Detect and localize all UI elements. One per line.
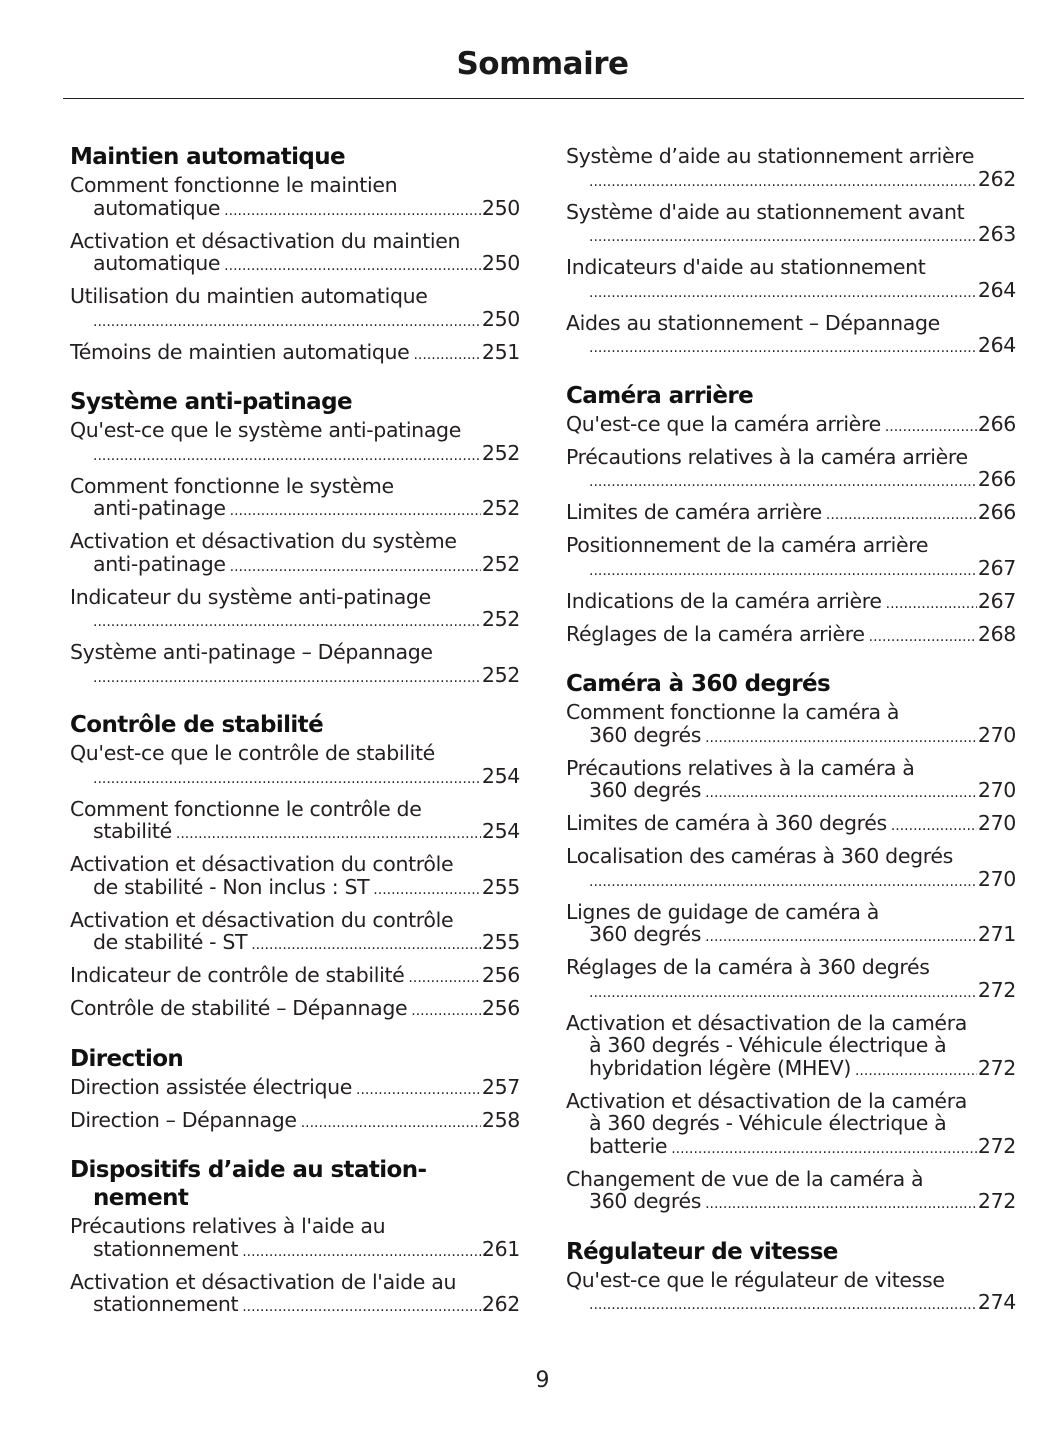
section-heading: Système anti-patinage — [70, 389, 352, 415]
entry-title: Activation et désactivation du contrôle — [70, 852, 454, 876]
section-heading: Régulateur de vitesse — [566, 1238, 838, 1265]
page-reference[interactable]: 270 — [977, 778, 1016, 802]
toc-entry[interactable] — [566, 534, 1016, 582]
toc-entry[interactable] — [70, 285, 520, 333]
page-reference[interactable]: 274 — [977, 1290, 1016, 1314]
page-reference[interactable]: 255 — [481, 930, 520, 954]
dot-leader — [373, 879, 481, 902]
page-reference[interactable]: 252 — [481, 662, 520, 687]
page-reference[interactable]: 257 — [481, 1074, 520, 1099]
toc-entry[interactable] — [566, 701, 1016, 749]
toc-entry[interactable] — [566, 956, 1016, 1004]
entry-title: Activation et désactivation de l'aide au — [70, 1269, 457, 1294]
toc-entry[interactable] — [70, 341, 520, 367]
toc-entry[interactable] — [566, 623, 1016, 649]
dot-leader — [589, 1294, 977, 1317]
toc-entry[interactable] — [566, 590, 1016, 616]
dot-leader — [242, 1241, 481, 1264]
dot-leader — [589, 471, 977, 494]
page-reference[interactable]: 250 — [481, 306, 520, 331]
toc-section — [70, 1156, 520, 1319]
toc-entry[interactable] — [70, 174, 520, 222]
entry-title: Positionnement de la caméra arrière — [566, 533, 929, 557]
page-reference[interactable]: 263 — [977, 222, 1016, 246]
dot-leader — [589, 560, 977, 583]
toc-entry[interactable] — [70, 1109, 520, 1135]
entry-title: Activation et désactivation de la caméra — [566, 1010, 967, 1035]
toc-entry[interactable] — [566, 757, 1016, 805]
dot-leader — [408, 967, 480, 990]
page-reference[interactable]: 266 — [977, 467, 1016, 491]
entry-title: Activation et désactivation de la caméra — [566, 1088, 967, 1113]
dot-leader — [705, 782, 977, 805]
entry-title: Système d’aide au stationnement arrière — [566, 144, 975, 168]
toc-section — [70, 1045, 520, 1135]
toc-entry[interactable] — [566, 901, 1016, 949]
entry-title-continued: 360 degrés — [589, 922, 702, 946]
page-reference[interactable]: 251 — [481, 339, 520, 364]
dot-leader — [301, 1112, 481, 1135]
toc-entry[interactable] — [70, 1076, 520, 1102]
toc-entry[interactable] — [70, 475, 520, 523]
section-heading: Caméra à 360 degrés — [566, 671, 831, 697]
entry-title: Qu'est-ce que le régulateur de vitesse — [566, 1267, 945, 1292]
toc-entry[interactable] — [70, 586, 520, 634]
entry-title-continued: de stabilité - Non inclus : ST — [93, 874, 370, 899]
entry-title: Indicateurs d'aide au stationnement — [566, 255, 926, 279]
entry-title-continued: 360 degrés — [589, 722, 702, 747]
dot-leader — [886, 593, 977, 616]
page-reference[interactable]: 271 — [977, 922, 1016, 946]
toc-entry[interactable] — [566, 446, 1016, 494]
page-reference[interactable]: 250 — [481, 195, 520, 220]
entry-title-continued: automatique — [93, 251, 221, 275]
entry-title: Qu'est-ce que la caméra arrière — [566, 411, 881, 436]
entry-title: Direction assistée électrique — [70, 1074, 353, 1099]
entry-title-continued: anti-patinage — [93, 496, 226, 520]
page-reference[interactable]: 272 — [977, 1133, 1016, 1158]
entry-title: Témoins de maintien automatique — [70, 339, 410, 364]
entry-title-continued: stationnement — [93, 1292, 239, 1316]
page-reference[interactable]: 252 — [481, 607, 520, 631]
page-reference[interactable]: 272 — [977, 1189, 1016, 1213]
dot-leader — [885, 416, 977, 439]
toc-entry[interactable] — [70, 909, 520, 957]
toc-entry[interactable] — [566, 256, 1016, 304]
page-reference[interactable]: 256 — [481, 963, 520, 987]
toc-entry[interactable] — [70, 530, 520, 578]
entry-title: Limites de caméra à 360 degrés — [566, 811, 887, 835]
toc-entry[interactable] — [70, 1271, 520, 1319]
page-reference[interactable]: 266 — [977, 411, 1016, 436]
dot-leader — [589, 226, 977, 249]
entry-title: Indicateur de contrôle de stabilité — [70, 963, 405, 987]
page-reference[interactable]: 266 — [977, 500, 1016, 524]
entry-title: Système d'aide au stationnement avant — [566, 199, 965, 224]
dot-leader — [891, 815, 977, 838]
entry-title: Indicateur du système anti-patinage — [70, 584, 431, 609]
header-rule — [63, 98, 1024, 99]
toc-section — [566, 145, 1016, 360]
dot-leader — [671, 1138, 977, 1161]
dot-leader — [230, 556, 481, 579]
entry-title-continued: batterie — [589, 1133, 668, 1158]
dot-leader — [589, 982, 977, 1005]
entry-title: Comment fonctionne la caméra à — [566, 700, 900, 724]
page-reference[interactable]: 252 — [481, 551, 520, 576]
dot-leader — [705, 727, 977, 750]
entry-title: Système anti-patinage – Dépannage — [70, 640, 433, 664]
toc-entry[interactable] — [566, 1090, 1016, 1161]
entry-title-continued: stationnement — [93, 1236, 239, 1261]
dot-leader — [705, 926, 977, 949]
section-heading: Dispositifs d’aide au station- nement — [70, 1157, 427, 1211]
entry-title: Activation et désactivation du système — [70, 529, 457, 553]
toc-entry[interactable] — [70, 798, 520, 846]
toc-entry[interactable] — [566, 312, 1016, 360]
page-reference[interactable]: 267 — [977, 588, 1016, 613]
dot-leader — [176, 823, 481, 846]
page-title: Sommaire — [456, 46, 629, 82]
entry-title: Aides au stationnement – Dépannage — [566, 310, 940, 335]
page-reference[interactable]: 250 — [481, 251, 520, 275]
entry-title: Comment fonctionne le système — [70, 473, 394, 498]
toc-left-column — [70, 143, 520, 1341]
dot-leader — [413, 344, 480, 367]
dot-leader — [589, 171, 977, 194]
dot-leader — [855, 1060, 977, 1083]
toc-section — [70, 388, 520, 689]
entry-title: Précautions relatives à la caméra à — [566, 755, 915, 780]
page-reference[interactable]: 262 — [481, 1292, 520, 1316]
section-heading: Contrôle de stabilité — [70, 712, 324, 738]
toc-section — [70, 711, 520, 1023]
toc-entry[interactable] — [566, 1269, 1016, 1317]
page-reference[interactable]: 272 — [977, 977, 1016, 1002]
dot-leader — [93, 445, 481, 468]
toc-entry[interactable] — [566, 413, 1016, 439]
toc-entry[interactable] — [566, 1012, 1016, 1083]
section-heading: Direction — [70, 1045, 184, 1072]
entry-title-continued: anti-patinage — [93, 551, 226, 576]
toc-entry[interactable] — [70, 853, 520, 901]
entry-title: Changement de vue de la caméra à — [566, 1166, 924, 1191]
dot-leader — [826, 504, 977, 527]
page-reference[interactable]: 252 — [481, 440, 520, 465]
entry-title: Localisation des caméras à 360 degrés — [566, 844, 953, 868]
section-heading: Caméra arrière — [566, 382, 754, 409]
entry-title: Qu'est-ce que le système anti-patinage — [70, 418, 461, 442]
dot-leader — [589, 282, 977, 305]
entry-title: Réglages de la caméra à 360 degrés — [566, 955, 930, 979]
entry-title: Activation et désactivation du contrôle — [70, 907, 454, 932]
page-reference[interactable]: 252 — [481, 496, 520, 520]
page-reference[interactable]: 256 — [481, 996, 520, 1020]
toc-entry[interactable] — [70, 1215, 520, 1263]
entry-title-continued: stabilité — [93, 819, 172, 843]
entry-title: Précautions relatives à la caméra arrière — [566, 444, 968, 469]
page-number: 9 — [535, 1368, 550, 1393]
section-heading: Maintien automatique — [70, 144, 346, 170]
entry-title: Limites de caméra arrière — [566, 500, 822, 524]
entry-title: Précautions relatives à l'aide au — [70, 1214, 386, 1238]
toc-entry[interactable] — [566, 201, 1016, 249]
toc-entry[interactable] — [70, 742, 520, 790]
entry-title: Utilisation du maintien automatique — [70, 284, 428, 308]
entry-title: Qu'est-ce que le contrôle de stabilité — [70, 741, 435, 765]
entry-title-continued: 360 degrés — [589, 1189, 702, 1213]
toc-entry[interactable] — [70, 997, 520, 1023]
toc-entry[interactable] — [566, 145, 1016, 193]
dot-leader — [356, 1079, 481, 1102]
dot-leader — [93, 768, 481, 791]
toc-entry[interactable] — [70, 964, 520, 990]
entry-title-continued: à 360 degrés - Véhicule électrique à — [589, 1033, 947, 1057]
dot-leader — [93, 667, 481, 690]
page-reference[interactable]: 258 — [481, 1107, 520, 1132]
page-reference[interactable]: 262 — [977, 166, 1016, 191]
entry-title: Réglages de la caméra arrière — [566, 621, 865, 646]
toc-right-column — [566, 145, 1016, 1339]
toc-section — [566, 670, 1016, 1216]
dot-leader — [93, 611, 481, 634]
page-reference[interactable]: 254 — [481, 819, 520, 843]
page-reference[interactable]: 267 — [977, 555, 1016, 580]
entry-title: Contrôle de stabilité – Dépannage — [70, 996, 408, 1020]
page-reference[interactable]: 254 — [481, 763, 520, 788]
toc-section — [566, 382, 1016, 649]
dot-leader — [411, 1000, 481, 1023]
dot-leader — [705, 1193, 977, 1216]
page-reference[interactable]: 270 — [977, 811, 1016, 835]
dot-leader — [589, 871, 977, 894]
page-reference[interactable]: 270 — [977, 722, 1016, 747]
page-reference[interactable]: 264 — [977, 277, 1016, 302]
entry-title: Indications de la caméra arrière — [566, 588, 882, 613]
entry-title: Activation et désactivation du maintien — [70, 228, 461, 253]
dot-leader — [230, 500, 481, 523]
entry-title-continued: à 360 degrés - Véhicule électrique à — [589, 1111, 947, 1135]
dot-leader — [224, 255, 481, 278]
page-reference[interactable]: 255 — [481, 874, 520, 899]
page-reference[interactable]: 268 — [977, 621, 1016, 646]
entry-title: Direction – Dépannage — [70, 1107, 297, 1132]
dot-leader — [242, 1296, 481, 1319]
dot-leader — [869, 626, 977, 649]
toc-section — [566, 1238, 1016, 1317]
toc-entry[interactable] — [70, 230, 520, 278]
toc-entry[interactable] — [566, 501, 1016, 527]
page-reference[interactable]: 272 — [977, 1055, 1016, 1080]
toc-entry[interactable] — [70, 641, 520, 689]
dot-leader — [224, 200, 481, 223]
entry-title: Comment fonctionne le maintien — [70, 173, 398, 197]
entry-title-continued: de stabilité - ST — [93, 930, 248, 954]
toc-entry[interactable] — [566, 812, 1016, 838]
page-reference[interactable]: 261 — [481, 1236, 520, 1261]
toc-section — [70, 143, 520, 366]
toc-entry[interactable] — [566, 1168, 1016, 1216]
toc-entry[interactable] — [566, 845, 1016, 893]
toc-entry[interactable] — [70, 419, 520, 467]
entry-title: Comment fonctionne le contrôle de — [70, 796, 422, 821]
entry-title: Lignes de guidage de caméra à — [566, 899, 879, 924]
dot-leader — [589, 337, 977, 360]
page-reference[interactable]: 270 — [977, 866, 1016, 891]
entry-title-continued: automatique — [93, 195, 221, 220]
page-reference[interactable]: 264 — [977, 333, 1016, 357]
entry-title-continued: 360 degrés — [589, 778, 702, 802]
dot-leader — [93, 311, 481, 334]
entry-title-continued: hybridation légère (MHEV) — [589, 1055, 851, 1080]
dot-leader — [251, 934, 481, 957]
